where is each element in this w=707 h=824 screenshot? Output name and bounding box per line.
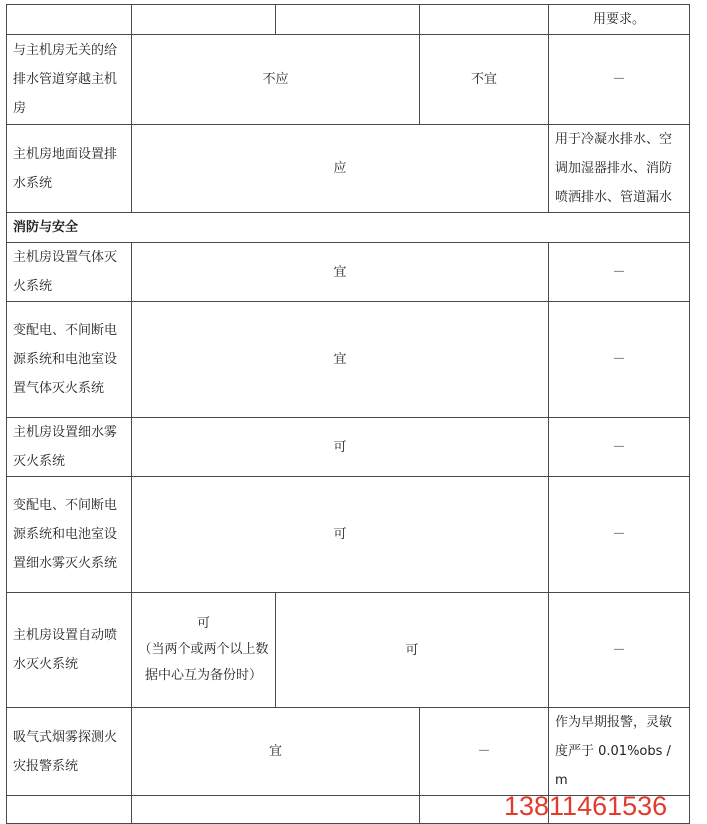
table-cell (132, 796, 420, 824)
table-row (7, 5, 690, 35)
table-row (7, 243, 690, 302)
table-cell: 宜 (132, 708, 420, 796)
table-cell: 用于冷凝水排水、空调加湿器排水、消防喷洒排水、管道漏水 (549, 125, 690, 213)
table-cell: 不宜 (420, 35, 549, 125)
table-row (7, 477, 690, 593)
table-cell: － (420, 708, 549, 796)
table-cell (132, 5, 276, 35)
table-row (7, 418, 690, 477)
table-cell (7, 5, 132, 35)
table-cell (7, 796, 132, 824)
spec-table (6, 4, 690, 824)
table-cell: 宜 (132, 243, 549, 302)
table-row (7, 125, 690, 213)
table-cell: 可 (132, 418, 549, 477)
cell-line: 可 (196, 616, 210, 631)
table-cell: 用要求。 (549, 5, 690, 35)
table-cell: － (549, 593, 690, 708)
section-title: 消防与安全 (7, 213, 690, 243)
table-cell: － (549, 418, 690, 477)
table-cell: 可 (132, 477, 549, 593)
table-cell: 作为早期报警，灵敏度严于 0.01%obs / m (549, 708, 690, 796)
table-cell (276, 5, 420, 35)
table-cell: － (549, 35, 690, 125)
table-row (7, 593, 690, 708)
cell-line: （当两个或两个以上数据中心互为备份时） (138, 642, 269, 683)
table-cell: － (549, 477, 690, 593)
row-label: 吸气式烟雾探测火灾报警系统 (7, 708, 132, 796)
phone-watermark: 13811461536 (504, 791, 668, 821)
row-label: 主机房设置细水雾灭火系统 (7, 418, 132, 477)
table-cell (420, 5, 549, 35)
table-cell: － (549, 243, 690, 302)
row-label: 主机房地面设置排水系统 (7, 125, 132, 213)
table-row (7, 35, 690, 125)
row-label: 与主机房无关的给排水管道穿越主机房 (7, 35, 132, 125)
table-cell: 宜 (132, 302, 549, 418)
table-cell (132, 593, 276, 708)
section-header (7, 213, 690, 243)
table-cell: － (549, 302, 690, 418)
table-cell: 可 (276, 593, 549, 708)
table-row (7, 302, 690, 418)
row-label: 主机房设置自动喷水灭火系统 (7, 593, 132, 708)
row-label: 主机房设置气体灭火系统 (7, 243, 132, 302)
table-cell: 应 (132, 125, 549, 213)
table-row (7, 708, 690, 796)
row-label: 变配电、不间断电源系统和电池室设置细水雾灭火系统 (7, 477, 132, 593)
row-label: 变配电、不间断电源系统和电池室设置气体灭火系统 (7, 302, 132, 418)
table-cell: 不应 (132, 35, 420, 125)
